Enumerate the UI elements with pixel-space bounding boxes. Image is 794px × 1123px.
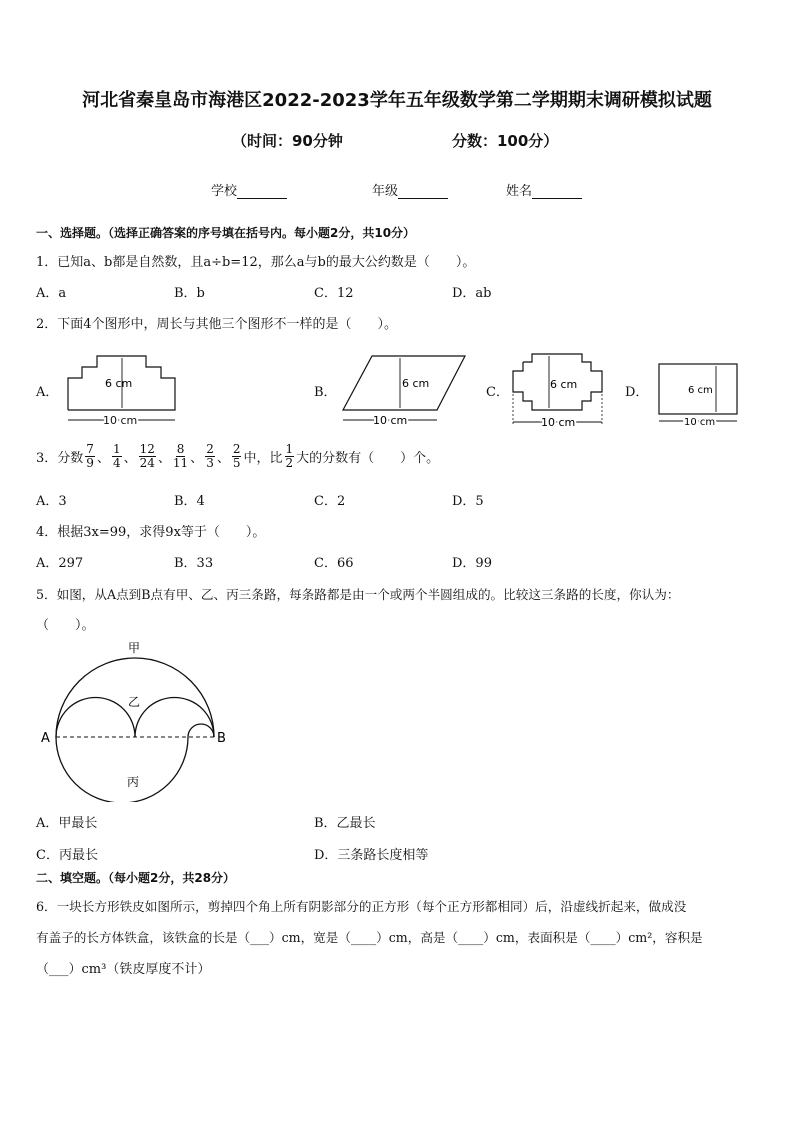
q3-fraction — [139, 443, 156, 470]
fraction-numerator: 2 — [206, 442, 214, 456]
section2-heading: 二、填空题。（每小题2分，共28分） — [36, 871, 236, 885]
q1-option-c: C．12 — [314, 286, 354, 301]
question-5: 5．如图，从A点到B点有甲、乙、丙三条路，每条路都是由一个或两个半圆组成的。比较这三条路的长度，你认为： — [36, 587, 680, 602]
figure-a-height-label: 6 cm — [105, 377, 133, 390]
fraction-numerator: 8 — [176, 442, 185, 456]
fraction-denominator: 2 — [285, 456, 294, 470]
q3-fraction — [112, 443, 122, 470]
figure-c-width-label: 10 cm — [541, 416, 576, 429]
figure-a-width-label: 10 cm — [103, 414, 138, 427]
figure-d-height-label: 6 cm — [688, 385, 713, 396]
q3-fraction — [205, 443, 215, 470]
name-label: 姓名 — [506, 184, 533, 199]
grade-label: 年级 — [372, 184, 399, 199]
exam-time: （时间：90分钟 — [232, 132, 343, 150]
school-blank — [237, 184, 287, 199]
fraction-numerator: 1 — [112, 442, 121, 456]
q5-answer-blank: （ ）。 — [36, 618, 95, 633]
figure-b-height-label: 6 cm — [402, 377, 430, 390]
point-b-label: B — [217, 731, 226, 746]
q2-label-c: C． — [486, 385, 509, 400]
q3-option-d: D．5 — [452, 494, 484, 509]
section1-heading: 一、选择题。（选择正确答案的序号填在括号内。每小题2分，共10分） — [36, 226, 416, 240]
q5-semicircle-diagram — [30, 636, 240, 802]
q1-option-b: B．b — [174, 286, 205, 301]
q5-option-b: B．乙最长 — [314, 816, 376, 831]
figure-d-width-label: 10 cm — [684, 417, 716, 428]
page-title: 河北省秦皇岛市海港区2022-2023学年五年级数学第二学期期末调研模拟试题 — [82, 90, 712, 111]
q3-fraction — [85, 443, 95, 470]
q1-option-d: D．ab — [452, 286, 492, 301]
name-blank — [532, 184, 582, 199]
q4-option-d: D．99 — [452, 556, 492, 571]
fraction-denominator: 9 — [86, 456, 94, 470]
fraction-numerator: 7 — [86, 442, 94, 456]
q2-figures — [0, 340, 794, 440]
fraction-numerator: 12 — [139, 442, 155, 456]
q3-prefix: 3．分数 — [36, 451, 84, 466]
q3-suffix: 大的分数有（ ）个。 — [296, 451, 440, 466]
fraction-denominator: 4 — [112, 456, 121, 470]
q4-option-c: C．66 — [314, 556, 354, 571]
q4-option-a: A．297 — [36, 556, 84, 571]
q2-label-a: A． — [36, 385, 59, 400]
q1-option-a: A．a — [36, 286, 67, 301]
fraction-denominator: 5 — [232, 456, 241, 470]
q3-option-c: C．2 — [314, 494, 346, 509]
question-6-line2: 有盖子的长方体铁盒，该铁盒的长是（___）cm，宽是（____）cm，高是（____）cm，表面积是（____）cm²，容积是 — [36, 930, 703, 945]
path-jia-label: 甲 — [128, 641, 141, 655]
figure-c-height-label: 6 cm — [550, 378, 578, 391]
question-6-line1: 6．一块长方形铁皮如图所示，剪掉四个角上所有阴影部分的正方形（每个正方形都相同）后，沿虚线折起来，做成没 — [36, 899, 687, 914]
fraction-numerator: 2 — [232, 442, 241, 456]
exam-score: 分数：100分） — [452, 132, 559, 150]
q2-label-d: D． — [625, 385, 649, 400]
grade-blank — [398, 184, 448, 199]
q3-fraction — [173, 443, 188, 470]
path-bing-label: 丙 — [127, 775, 140, 789]
q3-mid: 中，比 — [243, 451, 283, 466]
q3-compare-fraction — [285, 443, 295, 470]
question-2: 2．下面4个图形中，周长与其他三个图形不一样的是（ ）。 — [36, 317, 398, 332]
figure-b-width-label: 10 cm — [373, 414, 408, 427]
grade-field — [372, 180, 448, 199]
q5-option-d: D．三条路长度相等 — [314, 848, 429, 863]
question-3: 3．分数 $\frac{7}{9}$ 、 $\frac{1}{4}$ 、 $\frac{12}{24}$ 、 $\frac{8}{11}$ 、 $\frac{2}{3}$ 、 $\frac{2}{5}$ 中，比 $\frac{1}{2}$ 大的分数有（ ）个。 — [36, 442, 440, 470]
q4-option-b: B．33 — [174, 556, 214, 571]
q5-option-a: A．甲最长 — [36, 816, 98, 831]
fraction-denominator: 24 — [139, 456, 155, 470]
school-label: 学校 — [211, 184, 238, 199]
fraction-denominator: 3 — [206, 456, 214, 470]
q3-option-b: B．4 — [174, 494, 205, 509]
q3-fraction — [232, 443, 242, 470]
question-6-line3: （___）cm³（铁皮厚度不计） — [36, 962, 211, 977]
question-4: 4．根据3x=99，求得9x等于（ ）。 — [36, 525, 266, 540]
fraction-denominator: 11 — [172, 456, 189, 470]
q5-option-c: C．丙最长 — [36, 848, 98, 863]
school-field — [211, 180, 287, 199]
q2-label-b: B． — [314, 385, 337, 400]
fraction-numerator: 1 — [285, 442, 294, 456]
q3-option-a: A．3 — [36, 494, 67, 509]
point-a-label: A — [41, 731, 50, 746]
name-field — [506, 180, 582, 199]
question-1: 1．已知a、b都是自然数，且a÷b=12，那么a与b的最大公约数是（ ）。 — [36, 255, 476, 270]
path-yi-label: 乙 — [128, 695, 141, 709]
